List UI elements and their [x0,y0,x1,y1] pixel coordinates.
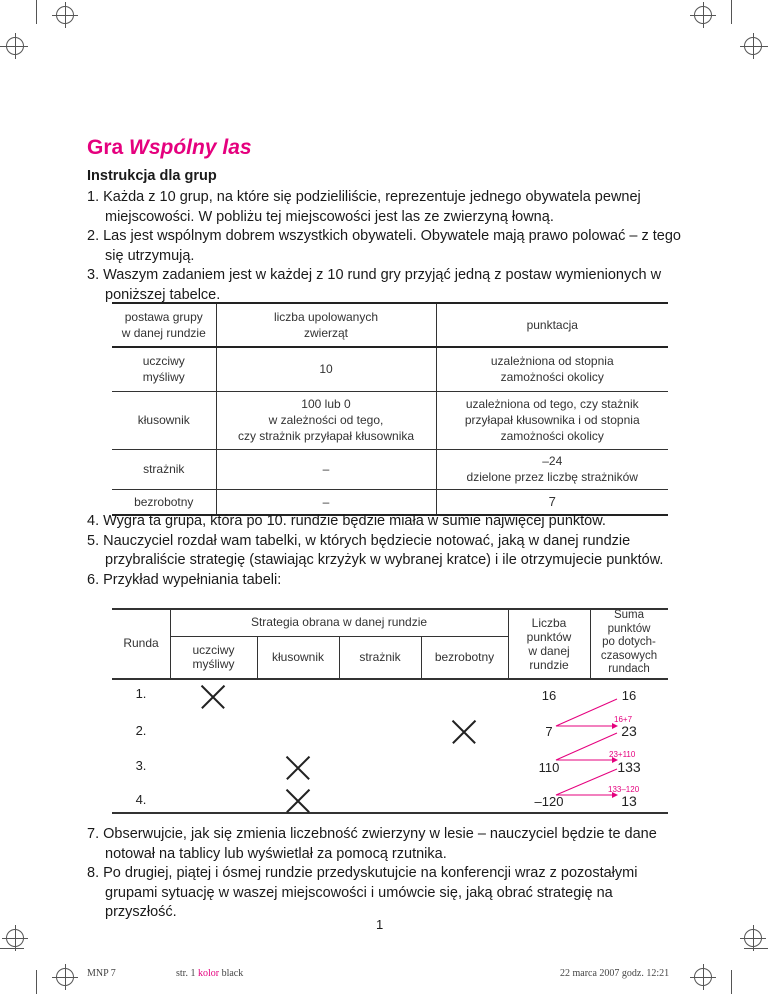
intro-list [87,188,687,305]
runda-header: Runda [123,636,159,650]
table-row [112,449,668,489]
calc-note: 23+110 [609,750,636,759]
list-item: 4. Wygra ta grupa, która po 10. rundzie będzie miała w sumie najwięcej punktów. [87,513,606,529]
crop-mark [731,970,732,994]
round-sum: 133 [617,759,641,775]
list-item: 3. Waszym zadaniem jest w każdej z 10 rund gry przyjąć jedną z postaw wymienionych w poniższej tabelce. [87,267,662,303]
strategy-col-header: kłusownik [271,650,325,664]
page-title: Gra Wspólny las [87,136,252,159]
table-cell: kłusownik [112,391,216,449]
table-cell: bezrobotny [112,489,216,515]
list-item: 8. Po drugiej, piątej i ósmej rundzie przedyskutujcie na konferencji wraz z pozostałymi grupami sytuację w waszej miejscowości i umówcie się, jaką obrać strategię na przyszłość. [87,865,638,920]
calc-note: 16+7 [614,715,633,724]
round-points: 7 [545,724,553,739]
table-cell: uzależniona od tego, czy stażnik przyłapał kłusownika i od stopnia zamożności okolicy [436,391,668,449]
round-label: 2. [135,723,147,738]
table-cell: uczciwy myśliwy [112,347,216,391]
section-subtitle: Instrukcja dla grup [87,168,217,184]
round-label: 1. [135,686,147,701]
list-item: 7. Obserwujcie, jak się zmienia liczebność zwierzyny w lesie – nauczyciel będzie te dane notował na tablicy lub wyświetlał za pomocą rzutnika. [87,826,657,862]
table-cell: –24 dzielone przez liczbę strażników [436,449,668,489]
round-sum: 13 [621,793,637,809]
round-points: –120 [534,794,564,809]
strategy-col-header: bezrobotny [434,650,495,664]
table-cell: – [216,489,436,515]
list-item: 1. Każda z 10 grup, na które się podzieliliście, reprezentuje jednego obywatela pewnej miejscowości. W pobliżu tej miejscowości jest las ze zwierzyną łowną. [87,189,641,225]
table-row [112,347,668,391]
registration-mark-icon [6,929,24,947]
registration-mark-icon [6,37,24,55]
calc-note: 133–120 [608,785,640,794]
table-header: liczba upolowanych zwierząt [216,303,436,347]
crop-mark [731,0,732,24]
table-cell: – [216,449,436,489]
footer-middle: str. 1 kolor black [176,968,244,979]
strategy-col-header: uczciwy myśliwy [192,643,235,671]
round-label: 3. [135,758,147,773]
crop-mark [36,970,37,994]
list-item: 5. Nauczyciel rozdał wam tabelki, w których będziecie notować, jaką w danej rundzie przybraliście strategię (stawiając krzyżyk w wybranej kratce) i ile otrzymujecie punktów. [87,532,664,568]
table-cell: uzależniona od stopnia zamożności okolicy [436,347,668,391]
round-points: 16 [541,688,557,703]
sum-header: Suma punktów po dotych- czasowych rundach [600,609,658,675]
table-cell: 10 [216,347,436,391]
list-item: 6. Przykład wypełniania tabeli: [87,571,282,588]
list-item: 2. Las jest wspólnym dobrem wszystkich obywateli. Obywatele mają prawo polować – z tego się utrzymują. [87,228,681,264]
registration-mark-icon [694,968,712,986]
round-label: 4. [135,792,147,807]
strategy-col-header: strażnik [359,650,401,664]
registration-mark-icon [694,6,712,24]
page-number: 1 [376,917,384,932]
table-row [112,391,668,449]
registration-mark-icon [56,968,74,986]
calculation-arrows [112,608,668,813]
round-sum: 16 [621,688,637,703]
footer-timestamp: 22 marca 2007 godz. 12:21 [560,968,670,979]
table-cell: 7 [436,489,668,515]
registration-mark-icon [744,37,762,55]
crop-mark [36,0,37,24]
strategy-header: Strategia obrana w danej rundzie [250,615,428,629]
crop-mark [744,948,768,949]
rules-list [87,512,687,590]
crop-mark [0,948,24,949]
strategy-table [112,302,668,516]
table-header: postawa grupy w danej rundzie [112,303,216,347]
table-header: punktacja [436,303,668,347]
final-list [87,825,687,923]
points-header: Liczba punktów w danej rundzie [526,616,572,672]
table-cell: strażnik [112,449,216,489]
round-sum: 23 [621,723,637,739]
table-cell: 100 lub 0 w zależności od tego, czy strażnik przyłapał kłusownika [216,391,436,449]
example-score-sheet [112,608,668,813]
footer-left: MNP 7 [87,968,116,979]
registration-mark-icon [56,6,74,24]
round-points: 110 [538,760,560,775]
registration-mark-icon [744,929,762,947]
